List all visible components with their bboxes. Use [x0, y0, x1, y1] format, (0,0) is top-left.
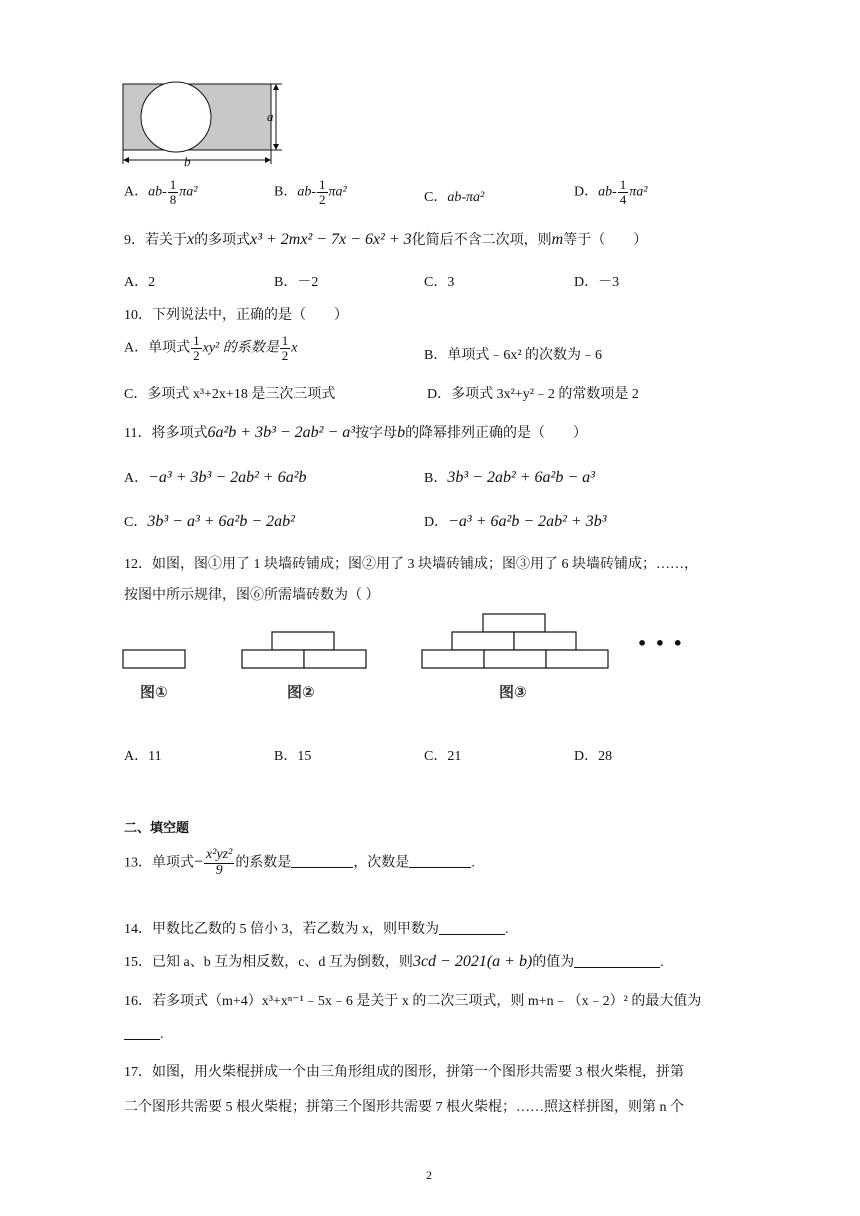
q13-stem: 13．单项式− $\frac{\text{x²yz²}}{9}$ 的系数是 ，次数是 .	[124, 847, 475, 878]
brick	[514, 632, 576, 650]
q10-option-c: C．多项式 x³+2x+18 是三次三项式	[124, 387, 336, 402]
brick	[304, 650, 366, 668]
brick	[242, 650, 304, 668]
blank-field	[574, 967, 660, 968]
label-a: a	[267, 109, 274, 124]
q16-stem-line2: .	[124, 1027, 164, 1043]
q8-option-c: C．ab-πa²	[424, 190, 485, 205]
blank-field	[124, 1039, 160, 1040]
q9-option-a: A．2	[124, 275, 156, 290]
q16-stem-line1: 16．若多项式（m+4）x³+xⁿ⁻¹﹣5x﹣6 是关于 x 的二次三项式，则 m+n﹣（x﹣2）² 的最大值为	[124, 994, 702, 1009]
fig-label-1: 图①	[140, 683, 168, 701]
blank-field	[291, 867, 353, 868]
continuation-dots: • • •	[637, 634, 684, 653]
q8-option-a: A．ab- $\frac{1}{8}$ πa²	[124, 177, 198, 207]
brick	[546, 650, 608, 668]
label-b: b	[184, 154, 191, 169]
q10-option-d: D．多项式 3x²+y²﹣2 的常数项是 2	[427, 387, 639, 402]
q11-option-d: D．−a³ + 6a²b − 2ab² + 3b³	[424, 513, 607, 530]
q9-option-b: B．－2	[274, 275, 319, 290]
q9-option-d: D．－3	[574, 275, 620, 290]
blank-field	[409, 867, 471, 868]
q14-stem: 14．甲数比乙数的 5 倍小 3，若乙数为 x，则甲数为 .	[124, 922, 509, 937]
q9-option-c: C．3	[424, 275, 455, 290]
brick	[123, 650, 185, 668]
q10-option-a: A．单项式 $\frac{1}{2}$ xy² 的系数是 $\frac{1}{2}$ x	[124, 333, 298, 363]
brick	[452, 632, 514, 650]
q10-stem: 10．下列说法中，正确的是（ ）	[124, 308, 348, 323]
blank-field	[439, 934, 505, 935]
q12-option-c: C．21	[424, 749, 462, 764]
q15-stem: 15．已知 a、b 互为相反数，c、d 互为倒数，则3cd − 2021(a + b)的值为 .	[124, 953, 664, 970]
q17-stem-line2: 二个图形共需要 5 根火柴棍；拼第三个图形共需要 7 根火柴棍；……照这样拼图，则第 n 个	[124, 1100, 684, 1115]
brick	[484, 650, 546, 668]
brick	[272, 632, 334, 650]
q11-stem: 11．将多项式6a²b + 3b³ − 2ab² − a³按字母b的降幂排列正确的是（ ）	[124, 424, 588, 441]
q11-option-a: A．−a³ + 3b³ − 2ab² + 6a²b	[124, 469, 307, 486]
q12-option-b: B．15	[274, 749, 312, 764]
q11-option-b: B．3b³ − 2ab² + 6a²b − a³	[424, 469, 595, 486]
q9-stem: 9．若关于x的多项式x³ + 2mx² − 7x − 6x² + 3化简后不含二次项，则m等于（ ）	[124, 231, 648, 248]
q10-option-b: B．单项式﹣6x² 的次数为﹣6	[424, 348, 603, 363]
q8-option-d: D．ab- $\frac{1}{4}$ πa²	[574, 177, 648, 207]
q12-option-d: D．28	[574, 749, 613, 764]
brick	[422, 650, 484, 668]
q17-stem-line1: 17．如图，用火柴棍拼成一个由三角形组成的图形，拼第一个图形共需要 3 根火柴棍，拼第	[124, 1065, 684, 1080]
brick	[483, 614, 545, 632]
section-title: 二、填空题	[124, 821, 190, 836]
q12-option-a: A．11	[124, 749, 162, 764]
q12-stem-line2: 按图中所示规律，图⑥所需墙砖数为（ ）	[124, 588, 380, 603]
fig-label-2: 图②	[287, 683, 315, 701]
q11-option-c: C．3b³ − a³ + 6a²b − 2ab²	[124, 513, 295, 530]
page-number: 2	[426, 1168, 432, 1182]
fig-label-3: 图③	[499, 683, 527, 701]
q12-stem-line1: 12．如图，图①用了 1 块墙砖铺成；图②用了 3 块墙砖铺成；图③用了 6 块墙砖铺成；……，	[124, 557, 698, 572]
brick-pattern-figure	[120, 605, 680, 705]
q8-option-b: B．ab- $\frac{1}{2}$ πa²	[274, 177, 347, 207]
rectangle-circle-figure	[118, 80, 288, 172]
